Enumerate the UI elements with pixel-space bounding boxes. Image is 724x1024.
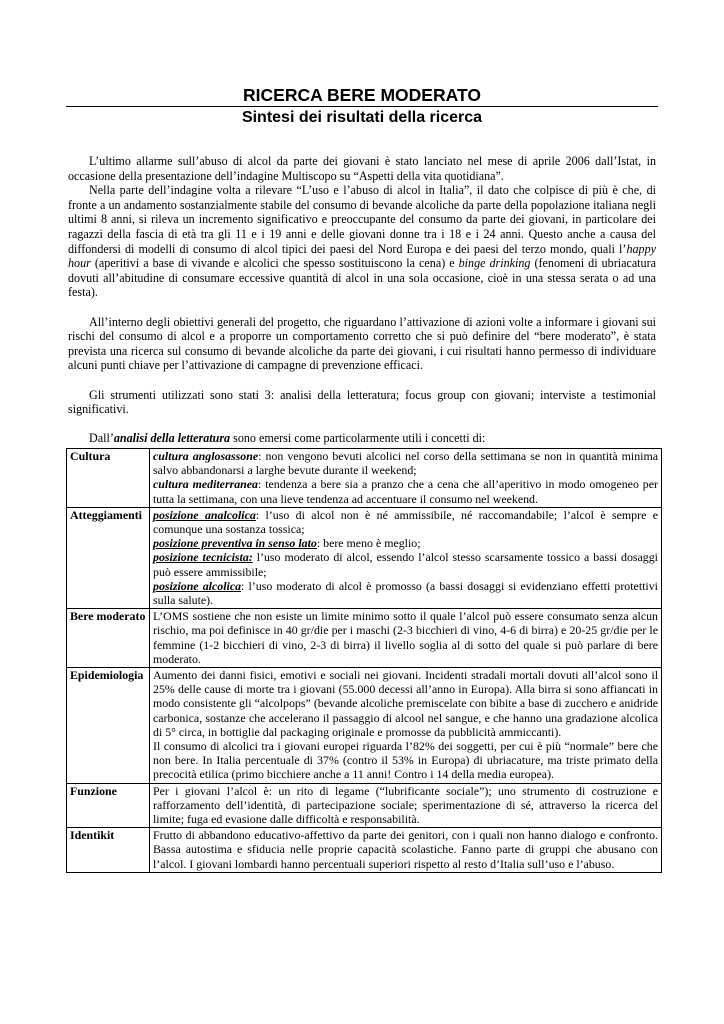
row-value-funzione: Per i giovani l’alcol è: un rito di legame (“lubrificante sociale”); uno strumento di costruzione e rafforzamento dell’identità, di partecipazione sociale; sperimentazione di sé, attraverso la ricerca del limite; fuga ed evasione dalle difficoltà e responsabilità. [150, 783, 662, 828]
document-title: RICERCA BERE MODERATO [243, 85, 481, 105]
literature-intro-text-b: sono emersi come particolarmente utili i concetti di: [230, 431, 486, 446]
paragraph-survey-text-b: (aperitivi a base di vivande e alcolici che spesso sostituiscono la cena) e [90, 256, 459, 271]
row-value-bere-moderato: L’OMS sostiene che non esiste un limite minimo sotto il quale l’alcol può essere consumato senza alcun rischio, ma poi definisce in 40 gr/die per i maschi (2-3 bicchieri di vino, 4-6 di birra) e 20-25 gr/die per le femmine (1-2 bicchieri di vino, 2-3 di birra) il livello soglia al di sotto del quale si può parlare di bere moderato. [150, 609, 662, 668]
paragraph-literature-intro [68, 431, 656, 446]
document-body [68, 154, 656, 446]
happy-hour-term: happy hour [68, 241, 656, 271]
row-key-cultura: Cultura [67, 449, 150, 508]
concept-description: : l’uso di alcol non è né ammissibile, né raccomandabile; l’alcol è sempre e comunque una sostanza tossica; [153, 507, 658, 537]
paragraph-project-goals: All’interno degli obiettivi generali del progetto, che riguardano l’attivazione di azioni volte a informare i giovani sui rischi del consumo di alcol e a proporre un comportamento corretto che si può definire del “bere moderato”, è stata prevista una ricerca sul consumo di bevande alcoliche da parte dei giovani, i cui risultati hanno permesso di individuare alcuni punti chiave per l’attivazione di campagne di prevenzione efficaci. [68, 314, 656, 373]
row-key-epidemiologia: Epidemiologia [67, 668, 150, 784]
row-value-identikit: Frutto di abbandono educativo-affettivo da parte dei genitori, con i quali non hanno dialogo e confronto. Bassa autostima e sfiducia nelle proprie capacità scolastiche. Fanno parte di gruppi che abusano con l’alcol. I giovani lombardi hanno percentuali superiori rispetto al resto d’Italia sull’uso e l’abuso. [150, 828, 662, 873]
concept-term: cultura anglosassone [153, 449, 259, 463]
row-value-atteggiamenti [150, 507, 662, 608]
row-key-identikit: Identikit [67, 828, 150, 873]
concept-line [153, 579, 658, 607]
row-value-epidemiologia [150, 668, 662, 784]
concept-description: : tendenza a bere sia a pranzo che a cena che all’aperitivo in modo omogeneo per tutta la settimana, con una lieve tendenza ad accentuare il consumo nel weekend. [153, 477, 658, 506]
epidemiology-paragraph: Il consumo di alcolici tra i giovani europei riguarda l’82% dei soggetti, per cui è più “normale” bere che non bere. In Italia percentuale di 37% (contro il 53% in Europa) di ubriacature, ma triste primato della precocità etilica (primo bicchiere anche a 11 anni! Contro i 14 della media europea). [153, 739, 658, 782]
paragraph-survey-text-c: (fenomeni di ubriacatura dovuti all’abitudine di consumare eccessive quantità di alcol in una sola occasione, cioè in una stessa serata o ad una festa). [68, 256, 656, 300]
concept-line [153, 477, 658, 505]
concept-line [153, 536, 658, 550]
concept-description: : l’uso moderato di alcol è promosso (a bassi dosaggi si evidenziano effetti protettivi sulla salute). [153, 578, 658, 608]
row-key-bere-moderato: Bere moderato [67, 609, 150, 668]
row-key-atteggiamenti: Atteggiamenti [67, 507, 150, 608]
concepts-table [66, 448, 662, 873]
paragraph-instruments: Gli strumenti utilizzati sono stati 3: analisi della letteratura; focus group con giovani; interviste a testimonial significativi. [68, 387, 656, 417]
table-row [67, 507, 662, 608]
title-divider [66, 106, 658, 107]
concept-line [153, 449, 658, 477]
epidemiology-paragraph: Aumento dei danni fisici, emotivi e sociali nei giovani. Incidenti stradali mortali dovuti all’alcol sono il 25% delle cause di morte tra i giovani (55.000 decessi all’anno in Europa). Alla birra si sono affiancati in modo consistente gli “alcolpops” (bevande alcoliche premiscelate con bibite a base di zucchero e anidride carbonica, sostanze che accelerano il passaggio di alcool nel sangue, e che hanno una gradazione alcolica di 5° circa, in bottiglie dal packaging originale e promosse da pubblicità ammiccanti). [153, 668, 658, 739]
paragraph-survey-text-a: Nella parte dell’indagine volta a rilevare “L’uso e l’abuso di alcol in Italia”, il dato che colpisce di più è che, di fronte a un andamento sostanzialmente stabile del consumo di bevande alcoliche da parte della popolazione italiana negli ultimi 8 anni, si rileva un incremento significativo e preoccupante del consumo da parte dei giovani, in particolare dei ragazzi della fascia di età tra gli 11 e i 19 anni e delle giovani donne tra i 18 e i 24 anni. Questo anche a causa del diffondersi di modelli di consumo di alcol tipici dei paesi del Nord Europa e dei paesi del terzo mondo, quali l’ [68, 183, 656, 256]
concept-description: : non vengono bevuti alcolici nel corso della settimana se non in quantità minima salvo abbandonarsi a larghe bevute durante il weekend; [153, 449, 658, 478]
concept-line [153, 550, 658, 578]
paragraph-istat-alarm: L’ultimo allarme sull’abuso di alcol da parte dei giovani è stato lanciato nel mese di aprile 2006 dall’Istat, in occasione della presentazione dell’indagine Multiscopo su “Aspetti della vita quotidiana”. [68, 154, 656, 183]
table-row [67, 609, 662, 668]
concept-description: : bere meno è meglio; [316, 536, 421, 551]
concept-term: cultura mediterranea [153, 477, 258, 492]
table-row [67, 828, 662, 873]
concept-line [153, 508, 658, 536]
literature-intro-text-a: Dall’ [89, 431, 114, 446]
row-key-funzione: Funzione [67, 783, 150, 828]
concept-term: posizione tecnicista: [153, 550, 253, 565]
literature-analysis-term: analisi della letteratura [113, 431, 231, 446]
document-subtitle: Sintesi dei risultati della ricerca [241, 109, 483, 126]
concept-term: posizione alcolica [153, 578, 242, 593]
table-row [67, 783, 662, 828]
concept-term: posizione preventiva in senso lato [153, 536, 317, 551]
row-value-cultura [150, 449, 662, 508]
concept-description: l’uso moderato di alcol, essendo l’alcol stesso scarsamente tossico a bassi dosaggi può essere ammissibile; [153, 550, 658, 579]
concept-term: posizione analcolica [153, 507, 256, 522]
binge-drinking-term: binge drinking [458, 256, 531, 271]
table-row [67, 668, 662, 784]
paragraph-survey-findings [68, 183, 656, 300]
table-row [67, 449, 662, 508]
